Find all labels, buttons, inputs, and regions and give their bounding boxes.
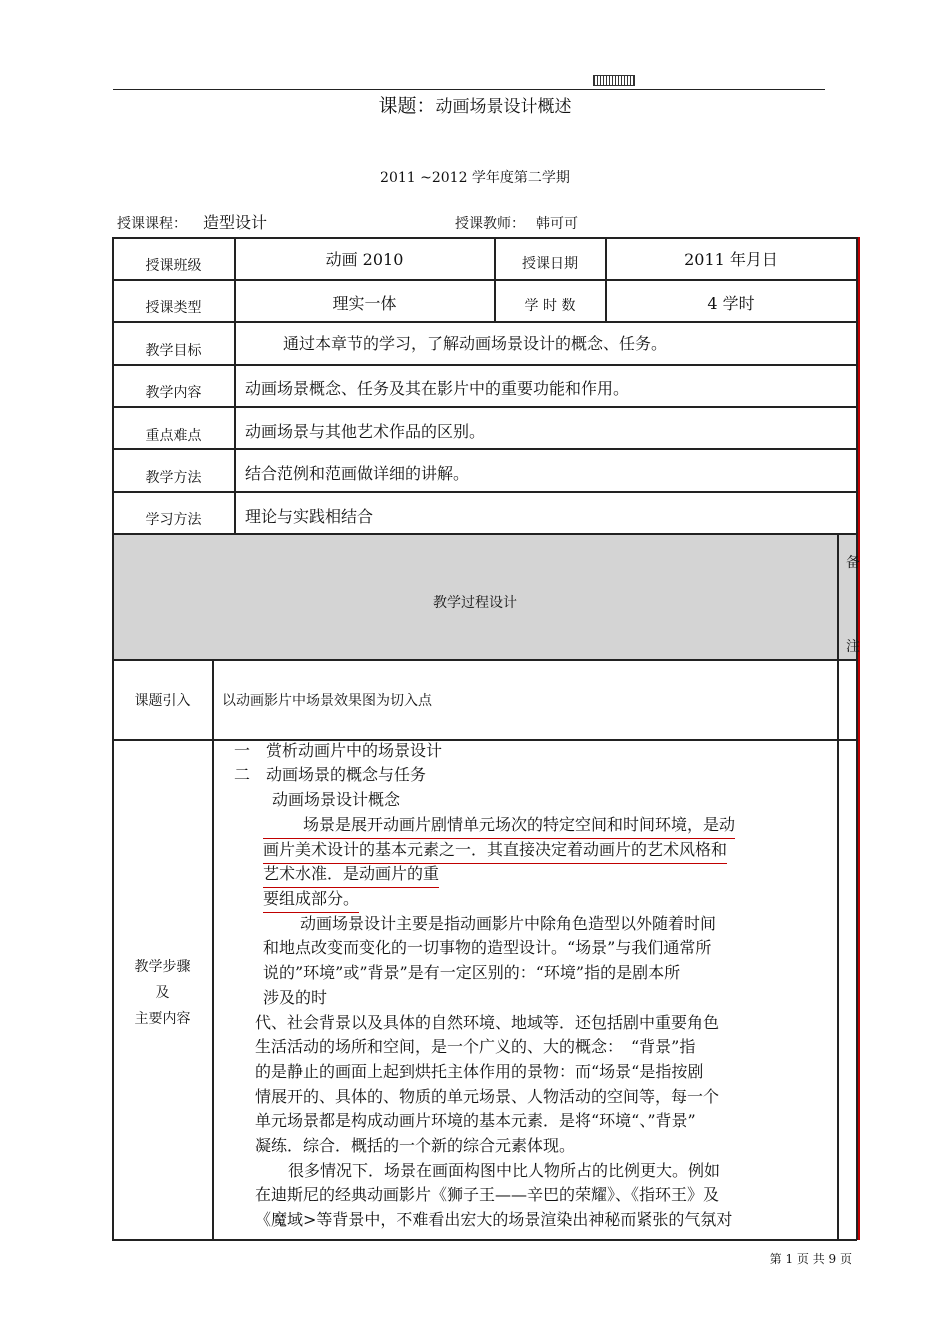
- steps-label-line-3: 主要内容: [134, 1011, 191, 1027]
- content-line: 动画场景设计主要是指动画影片中除角色造型以外随着时间: [300, 914, 717, 933]
- content-line: 生活活动的场所和空间，是一个广义的、大的概念： “背景”指: [255, 1037, 696, 1056]
- content-line: 单元场景都是构成动画片环境的基本元素．是将“环境“、”背景”: [255, 1111, 696, 1130]
- teacher-value: 韩可可: [536, 216, 578, 232]
- class-value: 动画 2010: [325, 250, 404, 269]
- content-line: 二 动画场景的概念与任务: [234, 765, 427, 784]
- remark-char-2: 注: [846, 639, 860, 655]
- content-label: 教学内容: [145, 385, 202, 401]
- process-heading: 教学过程设计: [433, 595, 517, 611]
- key-label: 重点难点: [145, 428, 202, 444]
- learn-value: 理论与实践相结合: [245, 506, 374, 526]
- content-line: 《魔域>等背景中，不难看出宏大的场景渲染出神秘而紧张的气氛对: [255, 1210, 733, 1229]
- content-line: 很多情况下．场景在画面构图中比人物所占的比例更大。例如: [288, 1161, 721, 1180]
- margin-red-line: [858, 237, 860, 1240]
- content-line: 和地点改变而变化的一切事物的造型设计。“场景”与我们通常所: [263, 938, 712, 957]
- page-number: 第 1 页 共 9 页: [769, 1252, 852, 1266]
- header-rule: [113, 89, 825, 90]
- course-label: 授课课程：: [117, 216, 187, 232]
- content-value: 动画场景概念、任务及其在影片中的重要功能和作用。: [245, 378, 630, 398]
- date-value: 2011 年月日: [684, 250, 778, 269]
- type-label: 授课类型: [145, 300, 202, 316]
- content-line: 画片美术设计的基本元素之一．其直接决定着动画片的艺术风格和: [263, 838, 727, 864]
- hours-value: 4 学时: [707, 293, 755, 313]
- content-line: 代、社会背景以及具体的自然环境、地域等．还包括剧中重要角色: [255, 1013, 720, 1032]
- intro-label: 课题引入: [134, 693, 191, 709]
- hours-label: 学 时 数: [524, 298, 576, 314]
- key-value: 动画场景与其他艺术作品的区别。: [245, 421, 486, 441]
- content-line: 动画场景设计概念: [272, 790, 401, 809]
- semester: 2011 ~2012 学年度第二学期: [380, 170, 570, 186]
- content-line: 艺术水准．是动画片的重: [263, 862, 439, 888]
- teacher-label: 授课教师：: [455, 216, 525, 232]
- header-mark: [593, 75, 635, 86]
- method-value: 结合范例和范画做详细的讲解。: [245, 463, 470, 483]
- goal-label: 教学目标: [145, 343, 202, 359]
- content-line: 一 赏析动画片中的场景设计: [234, 741, 443, 760]
- page-title: [0, 91, 950, 118]
- learn-label: 学习方法: [145, 512, 202, 528]
- course-value: 造型设计: [203, 213, 268, 232]
- method-label: 教学方法: [145, 470, 202, 486]
- content-line: 在迪斯尼的经典动画影片《狮子王——辛巴的荣耀》、《指环王》及: [255, 1185, 720, 1204]
- title-prefix: 课题：: [378, 95, 436, 117]
- content-line: 要组成部分。: [263, 887, 359, 913]
- intro-value: 以动画影片中场景效果图为切入点: [222, 693, 432, 709]
- content-line: 的是静止的画面上起到烘托主体作用的景物：而“场景“是指按剧: [255, 1062, 704, 1081]
- steps-label: [113, 954, 212, 1032]
- type-value: 理实一体: [332, 293, 397, 313]
- content-line: 凝练．综合．概括的一个新的综合元素体现。: [255, 1136, 576, 1155]
- content-line: 场景是展开动画片剧情单元场次的特定空间和时间环境，是动: [263, 813, 735, 839]
- content-line: 说的”环境”或”背景”是有一定区别的：“环境”指的是剧本所: [263, 963, 681, 982]
- content-line: 涉及的时: [263, 988, 328, 1007]
- remark-char-1: 备: [846, 555, 860, 571]
- class-label: 授课班级: [145, 258, 202, 274]
- steps-label-line-2: 及: [155, 985, 170, 1001]
- content-line: 情展开的、具体的、物质的单元场景、人物活动的空间等，每一个: [255, 1087, 720, 1106]
- date-label: 授课日期: [522, 256, 578, 272]
- steps-label-line-1: 教学步骤: [134, 959, 191, 975]
- title-main: 动画场景设计概述: [435, 97, 572, 117]
- goal-value: 通过本章节的学习，了解动画场景设计的概念、任务。: [283, 333, 668, 353]
